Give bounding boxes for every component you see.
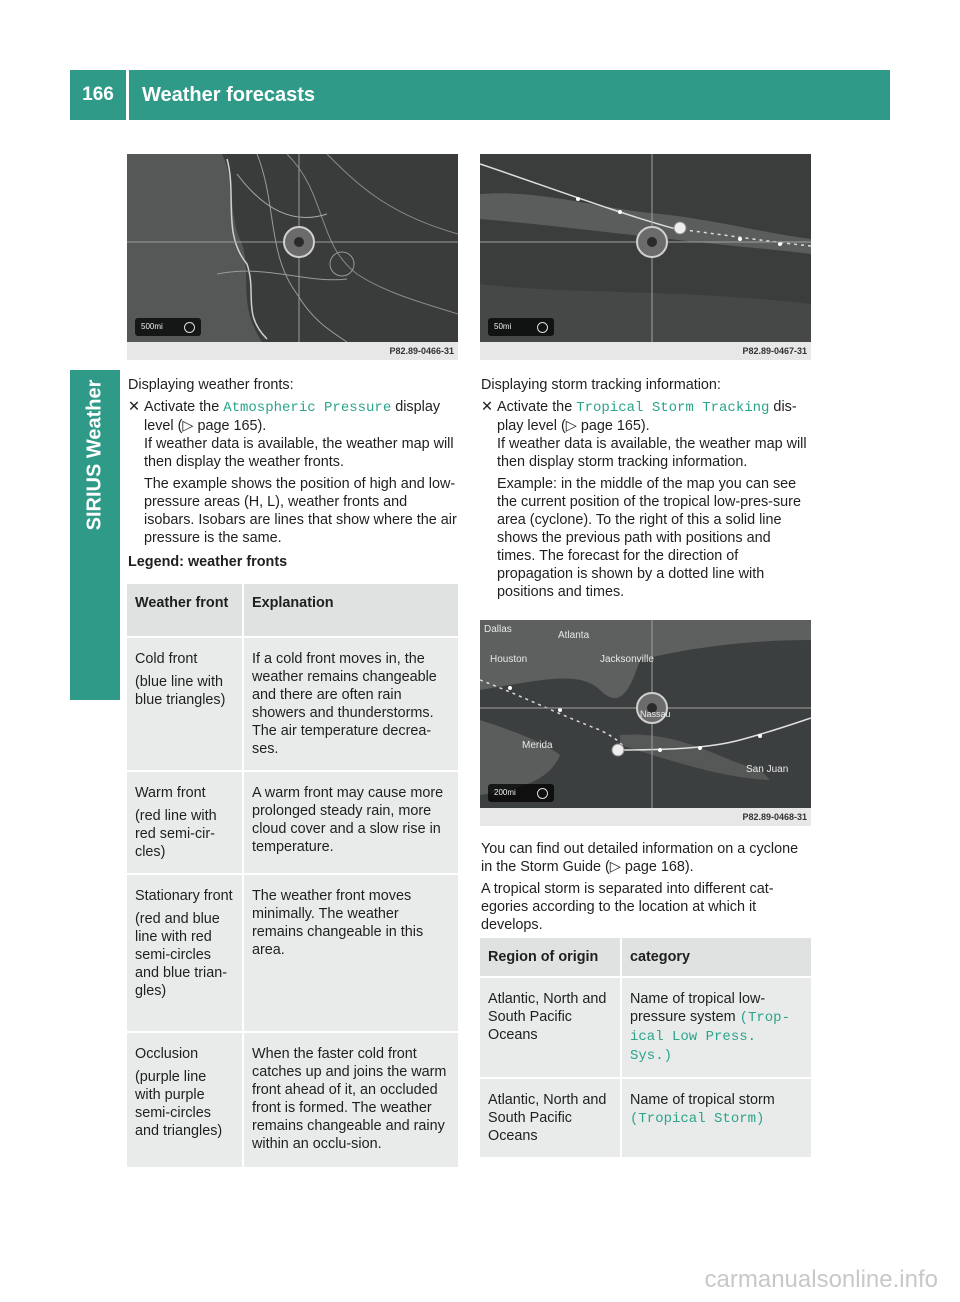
step-result: If weather data is available, the weather map will then display storm tracking information. [497, 436, 807, 470]
zoom-icon [184, 322, 195, 333]
figure-cyclone [480, 620, 811, 826]
map-label: Jacksonville [600, 654, 654, 665]
categories-table [480, 938, 811, 1157]
map-label: Houston [490, 654, 528, 665]
section-title: Weather forecasts [142, 84, 316, 106]
step-result: If weather data is available, the weather map will then display the weather fronts. [144, 436, 454, 470]
page-header [70, 70, 890, 120]
map-scale: 50mi [488, 318, 554, 336]
storm-guide-text: You can find out detailed information on a cyclone in the Storm Guide (▷ page 168). [481, 841, 799, 875]
category-code: (Trop‐ical Low Press. Sys.) [630, 1010, 790, 1064]
side-tab-label: SIRIUS Weather [83, 379, 106, 531]
intro-text: Displaying storm tracking information: [481, 377, 721, 393]
step-marker-icon: ✕ [481, 399, 494, 415]
intro-text: Displaying weather fronts: [128, 377, 294, 393]
display-level-name: Atmospheric Pressure [223, 400, 392, 416]
figure-code-strip [480, 342, 811, 360]
map-label: San Juan [746, 764, 789, 775]
step-marker-icon: ✕ [128, 399, 141, 415]
table-row: Atlantic, North and South Pacific Oceans Name of tropical storm (Tropical Storm) [480, 1077, 811, 1157]
table-row: Cold front (blue line with blue triangles) If a cold front moves in, the weather remains changeable and there are often rain showers and thunderstorms. The air temperature decrea-ses. [127, 636, 458, 770]
right-column [481, 376, 812, 605]
fronts-table [127, 584, 458, 1167]
header-divider [126, 70, 129, 120]
column-header: category [620, 938, 811, 976]
map-label: Atlanta [558, 630, 590, 641]
categories-text: A tropical storm is separated into different cat-egories according to the location at which it develops. [481, 881, 774, 933]
table-row: Occlusion (purple line with purple semi-circles and triangles) When the faster cold front catches up and joins the warm front ahead of it, an occluded front is formed. The weather remains changeable and rainy within an occlu-sion. [127, 1031, 458, 1167]
table-row: Stationary front (red and blue line with red semi-circles and blue trian-gles) The weather front moves minimally. The weather remains changeable in this area. [127, 873, 458, 1031]
table-row: Atlantic, North and South Pacific Oceans Name of tropical low-pressure system (Trop‐ical Low Press. Sys.) [480, 976, 811, 1077]
table-row: Warm front (red line with red semi-cir-cles) A warm front may cause more prolonged steady rain, more cloud cover and a slow rise in temperature. [127, 770, 458, 873]
watermark: carmanualsonline.info [704, 1266, 938, 1293]
instruction-step: ✕ Activate the Tropical Storm Tracking dis-play level (▷ page 165). [481, 399, 797, 434]
category-code: (Tropical Storm) [630, 1111, 765, 1127]
side-tab-gap [70, 120, 120, 370]
figure-code: P82.89-0468-31 [742, 812, 807, 822]
figure-code: P82.89-0466-31 [389, 346, 454, 356]
figure-code-strip [480, 808, 811, 826]
map-label: Nassau [640, 709, 671, 719]
figure-storm-tracking [480, 154, 811, 360]
instruction-step: ✕ Activate the Atmospheric Pressure display level (▷ page 165). [128, 399, 441, 434]
figure-weather-fronts [127, 154, 458, 360]
example-text: Example: in the middle of the map you can see the current position of the tropical low-pres-sure area (cyclone). To the right of this a solid line shows the previous path with positions and times. The forecast for the direction of propagation is shown by a dotted line with positions and times. [497, 476, 801, 600]
figure-code-strip [127, 342, 458, 360]
display-level-name: Tropical Storm Tracking [576, 400, 770, 416]
column-header: Region of origin [480, 938, 620, 976]
map-label: Merida [522, 740, 553, 751]
map-scale: 500mi [135, 318, 201, 336]
zoom-icon [537, 788, 548, 799]
left-column [128, 376, 460, 575]
figure-code: P82.89-0467-31 [742, 346, 807, 356]
column-header: Explanation [242, 584, 458, 636]
example-text: The example shows the position of high and low-pressure areas (H, L), weather fronts and isobars. Isobars are lines that show where the air pressure is the same. [144, 476, 457, 546]
page-number: 166 [82, 84, 114, 105]
map-scale: 200mi [488, 784, 554, 802]
zoom-icon [537, 322, 548, 333]
column-header: Weather front [127, 584, 242, 636]
right-column-lower [481, 840, 812, 938]
legend-title: Legend: weather fronts [128, 554, 288, 570]
map-label: Dallas [484, 624, 512, 635]
